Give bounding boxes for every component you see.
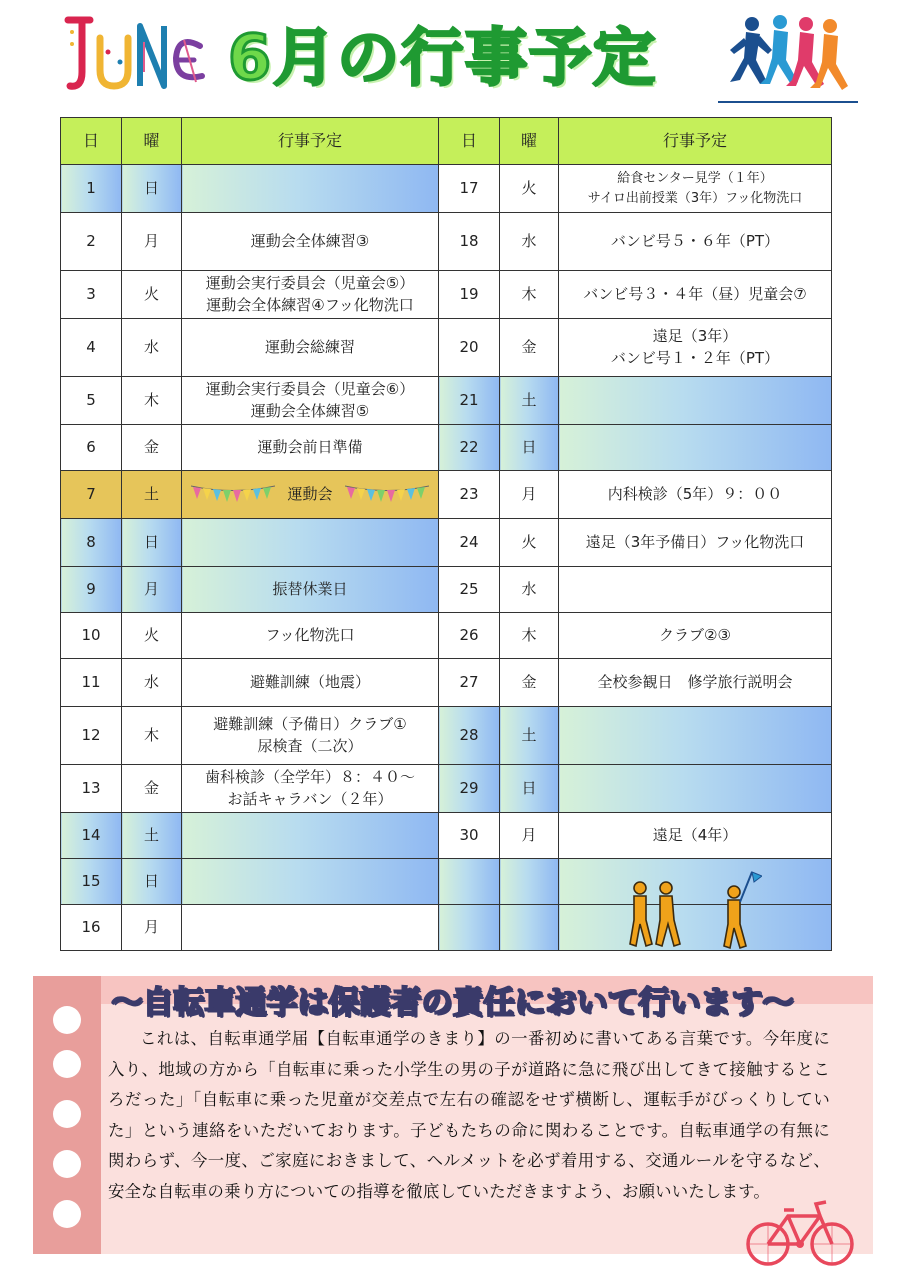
left-event-cell bbox=[182, 659, 439, 707]
right-weekday-cell bbox=[500, 471, 559, 519]
event-text: バンビ号５・６年（PT） bbox=[610, 231, 780, 250]
weekday-label: 日 bbox=[143, 532, 159, 551]
left-weekday-cell bbox=[122, 567, 182, 613]
weekday-label: 月 bbox=[143, 231, 159, 250]
table-row bbox=[61, 707, 832, 765]
column-header: 行事予定 bbox=[182, 118, 439, 165]
left-weekday-cell bbox=[122, 519, 182, 567]
right-event-cell bbox=[559, 567, 832, 613]
weekday-label: 火 bbox=[143, 284, 159, 303]
right-day-cell bbox=[439, 319, 500, 377]
june-logo bbox=[60, 12, 210, 102]
schedule-table bbox=[60, 117, 832, 951]
page-header bbox=[0, 0, 905, 112]
weekday-label: 金 bbox=[143, 437, 159, 456]
bunting-icon bbox=[191, 483, 275, 505]
right-day-cell bbox=[439, 471, 500, 519]
weekday-label: 火 bbox=[521, 532, 537, 551]
right-weekday-cell bbox=[500, 613, 559, 659]
left-weekday-cell bbox=[122, 659, 182, 707]
right-event-cell bbox=[559, 471, 832, 519]
right-day-cell bbox=[439, 613, 500, 659]
event-text: 運動会実行委員会（児童会⑤） 運動会全体練習④フッ化物洗口 bbox=[205, 273, 415, 314]
weekday-label: 木 bbox=[143, 390, 159, 409]
right-day-cell bbox=[439, 707, 500, 765]
runners-icon bbox=[706, 10, 864, 106]
left-weekday-cell bbox=[122, 377, 182, 425]
left-weekday-cell bbox=[122, 165, 182, 213]
table-row bbox=[61, 519, 832, 567]
weekday-label: 火 bbox=[521, 178, 537, 197]
day-number: 29 bbox=[459, 778, 479, 797]
left-weekday-cell bbox=[122, 813, 182, 859]
weekday-label: 土 bbox=[143, 825, 159, 844]
event-text: 歯科検診（全学年）８：４０～ お話キャラバン（２年） bbox=[204, 767, 415, 808]
right-event-cell bbox=[559, 613, 832, 659]
right-weekday-cell bbox=[500, 213, 559, 271]
day-number: 13 bbox=[81, 778, 101, 797]
binder-hole bbox=[53, 1050, 81, 1078]
day-number: 24 bbox=[459, 532, 479, 551]
day-number: 28 bbox=[459, 725, 479, 744]
day-number: 15 bbox=[81, 871, 101, 890]
left-day-cell bbox=[61, 319, 122, 377]
day-number: 17 bbox=[459, 178, 479, 197]
table-row bbox=[61, 271, 832, 319]
day-number: 6 bbox=[86, 437, 96, 456]
bunting-icon bbox=[345, 483, 429, 505]
day-number: 12 bbox=[81, 725, 101, 744]
table-row bbox=[61, 165, 832, 213]
weekday-label: 金 bbox=[143, 778, 159, 797]
page-title: 6月の行事予定 bbox=[228, 21, 658, 94]
column-header: 曜 bbox=[122, 118, 182, 165]
weekday-label: 月 bbox=[143, 579, 159, 598]
event-text: 内科検診（5年）９：００ bbox=[607, 484, 783, 503]
right-weekday-cell bbox=[500, 377, 559, 425]
right-weekday-cell bbox=[500, 425, 559, 471]
table-row bbox=[61, 213, 832, 271]
right-event-cell bbox=[559, 765, 832, 813]
event-text: バンビ号３・４年（昼）児童会⑦ bbox=[583, 284, 807, 303]
right-weekday-cell bbox=[500, 319, 559, 377]
weekday-label: 月 bbox=[143, 917, 159, 936]
binder-hole bbox=[53, 1200, 81, 1228]
table-row bbox=[61, 765, 832, 813]
left-event-cell bbox=[182, 707, 439, 765]
event-text: 遠足（4年） bbox=[652, 825, 738, 844]
table-row bbox=[61, 567, 832, 613]
event-text: 避難訓練（地震） bbox=[249, 672, 370, 691]
column-header: 行事予定 bbox=[559, 118, 832, 165]
day-number: 25 bbox=[459, 579, 479, 598]
table-row bbox=[61, 425, 832, 471]
right-day-cell bbox=[439, 859, 500, 905]
event-text: 運動会前日準備 bbox=[257, 437, 363, 456]
day-number: 10 bbox=[81, 625, 101, 644]
weekday-label: 金 bbox=[521, 672, 537, 691]
weekday-label: 金 bbox=[521, 337, 537, 356]
weekday-label: 水 bbox=[521, 579, 537, 598]
right-event-cell bbox=[559, 377, 832, 425]
left-weekday-cell bbox=[122, 707, 182, 765]
weekday-label: 日 bbox=[521, 778, 537, 797]
day-number: 16 bbox=[81, 917, 101, 936]
right-event-cell bbox=[559, 813, 832, 859]
event-text: 避難訓練（予備日）クラブ① 尿検査（二次） bbox=[213, 714, 407, 755]
event-text: 給食センター見学（１年） サイロ出前授業（3年）フッ化物洗口 bbox=[587, 171, 803, 206]
right-event-cell bbox=[559, 271, 832, 319]
left-day-cell bbox=[61, 519, 122, 567]
right-day-cell bbox=[439, 765, 500, 813]
left-event-cell bbox=[182, 471, 439, 519]
left-day-cell bbox=[61, 271, 122, 319]
schedule-table-wrapper bbox=[60, 117, 832, 951]
left-day-cell bbox=[61, 613, 122, 659]
day-number: 22 bbox=[459, 437, 479, 456]
hikers-icon bbox=[622, 866, 762, 950]
left-event-cell bbox=[182, 905, 439, 951]
event-text: クラブ②③ bbox=[659, 625, 731, 644]
notice-heading: ～自転車通学は保護者の責任において行います～ bbox=[111, 985, 794, 1021]
right-weekday-cell bbox=[500, 707, 559, 765]
left-event-cell bbox=[182, 813, 439, 859]
weekday-label: 木 bbox=[521, 284, 537, 303]
binder-hole bbox=[53, 1100, 81, 1128]
day-number: 4 bbox=[86, 337, 96, 356]
weekday-label: 木 bbox=[143, 725, 159, 744]
left-weekday-cell bbox=[122, 271, 182, 319]
event-text: 運動会実行委員会（児童会⑥） 運動会全体練習⑤ bbox=[205, 379, 415, 420]
right-day-cell bbox=[439, 425, 500, 471]
table-row bbox=[61, 377, 832, 425]
table-header-row bbox=[61, 118, 832, 165]
right-weekday-cell bbox=[500, 765, 559, 813]
day-number: 18 bbox=[459, 231, 479, 250]
event-text: 遠足（3年） バンビ号１・２年（PT） bbox=[610, 326, 780, 367]
left-weekday-cell bbox=[122, 213, 182, 271]
right-event-cell bbox=[559, 319, 832, 377]
table-row bbox=[61, 471, 832, 519]
right-weekday-cell bbox=[500, 519, 559, 567]
day-number: 19 bbox=[459, 284, 479, 303]
left-event-cell bbox=[182, 859, 439, 905]
weekday-label: 土 bbox=[521, 725, 537, 744]
left-event-cell bbox=[182, 165, 439, 213]
right-weekday-cell bbox=[500, 165, 559, 213]
right-weekday-cell bbox=[500, 859, 559, 905]
left-day-cell bbox=[61, 707, 122, 765]
weekday-label: 月 bbox=[521, 825, 537, 844]
bicycle-icon bbox=[744, 1196, 856, 1268]
left-event-cell bbox=[182, 425, 439, 471]
june-lettering-icon bbox=[60, 12, 210, 102]
column-header: 曜 bbox=[500, 118, 559, 165]
left-day-cell bbox=[61, 165, 122, 213]
left-weekday-cell bbox=[122, 613, 182, 659]
left-day-cell bbox=[61, 659, 122, 707]
weekday-label: 水 bbox=[143, 337, 159, 356]
right-weekday-cell bbox=[500, 813, 559, 859]
day-number: 11 bbox=[81, 672, 101, 691]
right-day-cell bbox=[439, 165, 500, 213]
right-day-cell bbox=[439, 519, 500, 567]
event-text: フッ化物洗口 bbox=[265, 625, 355, 644]
weekday-label: 日 bbox=[521, 437, 537, 456]
weekday-label: 日 bbox=[143, 178, 159, 197]
column-header: 日 bbox=[439, 118, 500, 165]
weekday-label: 日 bbox=[143, 871, 159, 890]
left-weekday-cell bbox=[122, 471, 182, 519]
left-event-cell bbox=[182, 567, 439, 613]
day-number: 7 bbox=[86, 484, 96, 503]
day-number: 2 bbox=[86, 231, 96, 250]
right-event-cell bbox=[559, 659, 832, 707]
weekday-label: 木 bbox=[521, 625, 537, 644]
weekday-label: 土 bbox=[521, 390, 537, 409]
day-number: 21 bbox=[459, 390, 479, 409]
left-day-cell bbox=[61, 471, 122, 519]
day-number: 1 bbox=[86, 178, 96, 197]
right-weekday-cell bbox=[500, 905, 559, 951]
left-day-cell bbox=[61, 905, 122, 951]
event-text: 運動会全体練習③ bbox=[250, 231, 370, 250]
day-number: 5 bbox=[86, 390, 96, 409]
event-text: 運動会総練習 bbox=[264, 337, 355, 356]
left-event-cell bbox=[182, 613, 439, 659]
right-event-cell bbox=[559, 165, 832, 213]
weekday-label: 水 bbox=[143, 672, 159, 691]
right-event-cell bbox=[559, 213, 832, 271]
day-number: 30 bbox=[459, 825, 479, 844]
day-number: 3 bbox=[86, 284, 96, 303]
weekday-label: 火 bbox=[143, 625, 159, 644]
weekday-label: 土 bbox=[143, 484, 159, 503]
left-weekday-cell bbox=[122, 859, 182, 905]
left-event-cell bbox=[182, 519, 439, 567]
weekday-label: 水 bbox=[521, 231, 537, 250]
weekday-label: 月 bbox=[521, 484, 537, 503]
left-event-cell bbox=[182, 213, 439, 271]
right-weekday-cell bbox=[500, 567, 559, 613]
column-header: 日 bbox=[61, 118, 122, 165]
left-weekday-cell bbox=[122, 765, 182, 813]
binder-hole bbox=[53, 1150, 81, 1178]
left-weekday-cell bbox=[122, 425, 182, 471]
right-day-cell bbox=[439, 905, 500, 951]
day-number: 14 bbox=[81, 825, 101, 844]
right-day-cell bbox=[439, 659, 500, 707]
left-weekday-cell bbox=[122, 905, 182, 951]
sports-day-label bbox=[191, 485, 428, 503]
right-event-cell bbox=[559, 707, 832, 765]
table-row bbox=[61, 659, 832, 707]
left-weekday-cell bbox=[122, 319, 182, 377]
table-row bbox=[61, 813, 832, 859]
notice-body: これは、自転車通学届【自転車通学のきまり】の一番初めに書いてある言葉です。今年度に入り、地域の方から「自転車に乗った小学生の男の子が道路に急に飛び出してきて接触するところだった」「自転車に乗った児童が交差点で左右の確認をせず横断し、運転手がびっくりしていた」という連絡をいただいております。子どもたちの命に関わることです。自転車通学の有無に関わらず、今一度、ご家庭におきまして、ヘルメットを必ず着用する、交通ルールを守るなど、安全な自転車の乗り方についての指導を徹底していただきますよう、お願いいたします。 bbox=[108, 1029, 830, 1201]
right-weekday-cell bbox=[500, 271, 559, 319]
left-event-cell bbox=[182, 765, 439, 813]
day-number: 8 bbox=[86, 532, 96, 551]
right-weekday-cell bbox=[500, 659, 559, 707]
right-day-cell bbox=[439, 213, 500, 271]
left-event-cell bbox=[182, 271, 439, 319]
left-day-cell bbox=[61, 425, 122, 471]
event-text: 遠足（3年予備日）フッ化物洗口 bbox=[585, 532, 805, 551]
event-text: 振替休業日 bbox=[272, 579, 348, 598]
event-text: 全校参観日 修学旅行説明会 bbox=[597, 672, 793, 691]
day-number: 9 bbox=[86, 579, 96, 598]
left-day-cell bbox=[61, 377, 122, 425]
day-number: 26 bbox=[459, 625, 479, 644]
left-day-cell bbox=[61, 213, 122, 271]
right-day-cell bbox=[439, 271, 500, 319]
table-row bbox=[61, 319, 832, 377]
left-day-cell bbox=[61, 567, 122, 613]
day-number: 27 bbox=[459, 672, 479, 691]
day-number: 23 bbox=[459, 484, 479, 503]
right-day-cell bbox=[439, 567, 500, 613]
day-number: 20 bbox=[459, 337, 479, 356]
right-event-cell bbox=[559, 519, 832, 567]
right-day-cell bbox=[439, 377, 500, 425]
right-day-cell bbox=[439, 813, 500, 859]
left-day-cell bbox=[61, 859, 122, 905]
right-event-cell bbox=[559, 425, 832, 471]
left-event-cell bbox=[182, 319, 439, 377]
table-row bbox=[61, 613, 832, 659]
left-day-cell bbox=[61, 765, 122, 813]
left-day-cell bbox=[61, 813, 122, 859]
event-text: 運動会 bbox=[287, 484, 333, 503]
left-event-cell bbox=[182, 377, 439, 425]
